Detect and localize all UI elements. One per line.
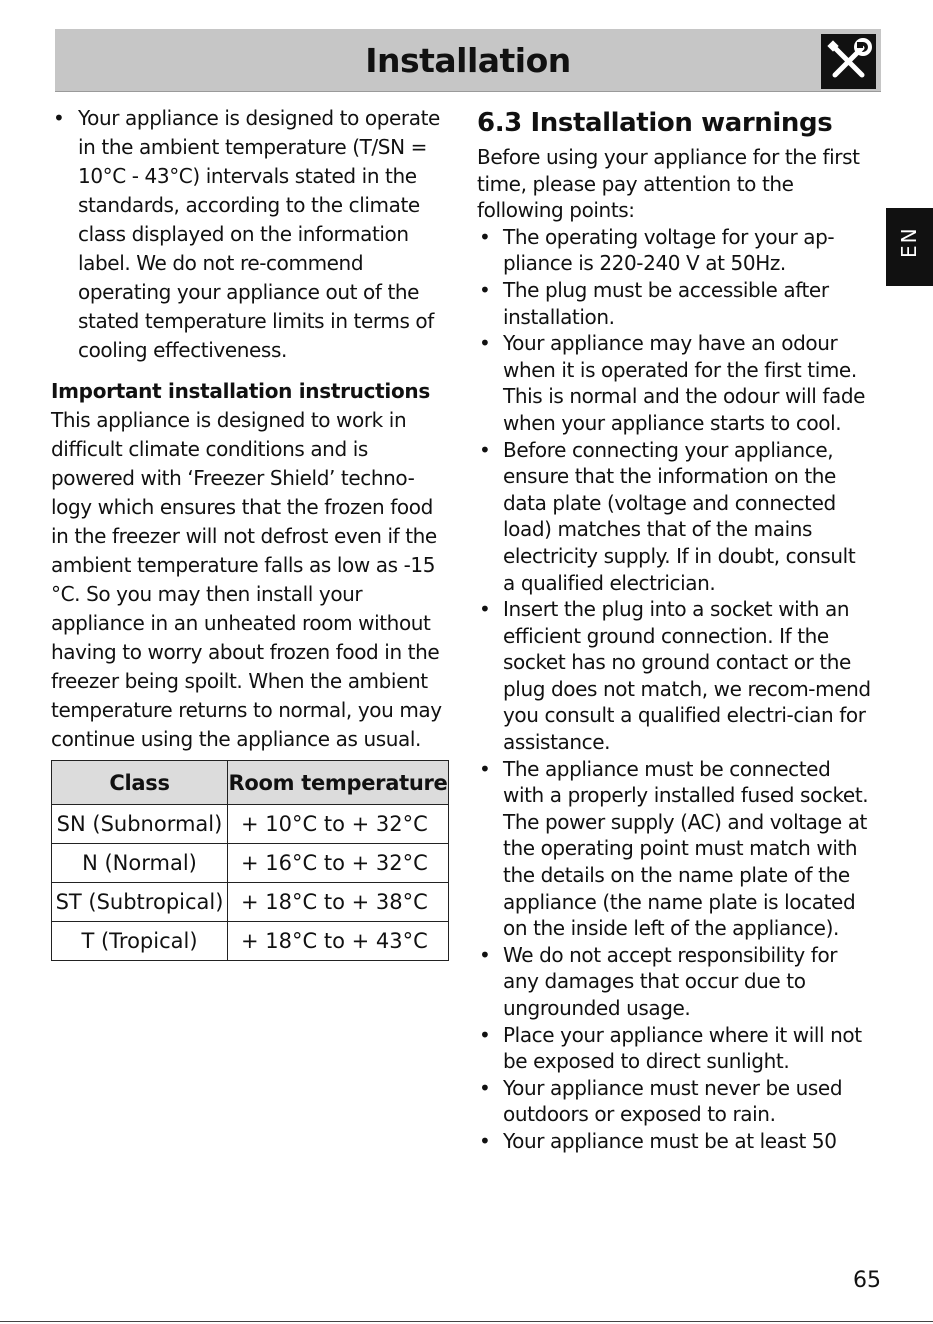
- tools-icon: [821, 34, 876, 89]
- language-label: EN: [897, 226, 921, 258]
- list-item-text: The appliance must be connected with a properly installed fused socket.: [503, 756, 869, 808]
- table-cell-class: ST (Subtropical): [52, 883, 228, 922]
- language-tab: [886, 208, 933, 286]
- table-row: [52, 883, 449, 922]
- climate-bullet: • Your appliance is designed to operate in the ambient temperature (T/SN = 10°C - 43°C) intervals stated in the standards, according to the climate class displayed on the information label. We do not re-commend operating your appliance out of the stated temperature limits in terms of cooling effectiveness.: [51, 104, 449, 365]
- list-item: • Place your appliance where it will not be exposed to direct sunlight.: [477, 1022, 872, 1075]
- column-header-class: Class: [52, 761, 228, 805]
- page-number: 65: [853, 1268, 881, 1293]
- climate-bullet-list: [51, 104, 449, 365]
- list-item: • Your appliance must never be used outdoors or exposed to rain.: [477, 1075, 872, 1128]
- column-header-room-temperature: Room temperature: [228, 761, 449, 805]
- section-heading: 6.3 Installation warnings: [477, 108, 833, 138]
- table-row: [52, 922, 449, 961]
- page-header: [55, 29, 881, 92]
- table-cell-class: N (Normal): [52, 844, 228, 883]
- page-title: Installation: [365, 41, 571, 80]
- left-column: [51, 104, 449, 961]
- list-item: • We do not accept responsibility for any damages that occur due to ungrounded usage.: [477, 942, 872, 1022]
- warnings-list: [477, 224, 872, 1155]
- table-cell-class: SN (Subnormal): [52, 805, 228, 844]
- list-item: • The operating voltage for your ap-pliance is 220-240 V at 50Hz.: [477, 224, 872, 277]
- warnings-intro: Before using your appliance for the first time, please pay attention to the following points:: [477, 145, 860, 223]
- list-item: • Your appliance must be at least 50: [477, 1128, 872, 1155]
- list-item: • The plug must be accessible after installation.: [477, 277, 872, 330]
- list-item: • Your appliance may have an odour when it is operated for the first time. This is normal and the odour will fade when your appliance starts to cool.: [477, 330, 872, 436]
- table-cell-temperature: + 18°C to + 38°C: [228, 883, 449, 922]
- table-row: [52, 805, 449, 844]
- freezer-shield-paragraph: This appliance is designed to work in difficult climate conditions and is powered with ‘Freezer Shield’ techno-logy which ensures that the frozen food in the freezer will not defrost even if the ambient temperature falls as low as -15 °C. So you may then install your appliance in an unheated room without having to worry about frozen food in the freezer being spoilt. When the ambient temperature returns to normal, you may continue using the appliance as usual.: [51, 408, 442, 751]
- table-header-row: [52, 761, 449, 805]
- power-supply-note: The power supply (AC) and voltage at the operating point must match with the details on the name plate of the appliance (the name plate is located on the inside left of the appliance).: [503, 809, 867, 941]
- bottom-divider: [0, 1321, 933, 1322]
- table-cell-temperature: + 10°C to + 32°C: [228, 805, 449, 844]
- table-cell-temperature: + 18°C to + 43°C: [228, 922, 449, 961]
- table-cell-temperature: + 16°C to + 32°C: [228, 844, 449, 883]
- list-item: • Before connecting your appliance, ensure that the information on the data plate (voltage and connected load) matches that of the mains electricity supply. If in doubt, consult a qualified electrician.: [477, 437, 872, 597]
- list-item: • Insert the plug into a socket with an efficient ground connection. If the socket has no ground contact or the plug does not match, we recom-mend you consult a qualified electri-cian for assistance.: [477, 596, 872, 756]
- table-cell-class: T (Tropical): [52, 922, 228, 961]
- right-column: [477, 104, 872, 1155]
- table-row: [52, 844, 449, 883]
- climate-class-table: [51, 760, 449, 961]
- installation-instructions-heading: Important installation instructions: [51, 379, 430, 403]
- list-item: [477, 756, 872, 942]
